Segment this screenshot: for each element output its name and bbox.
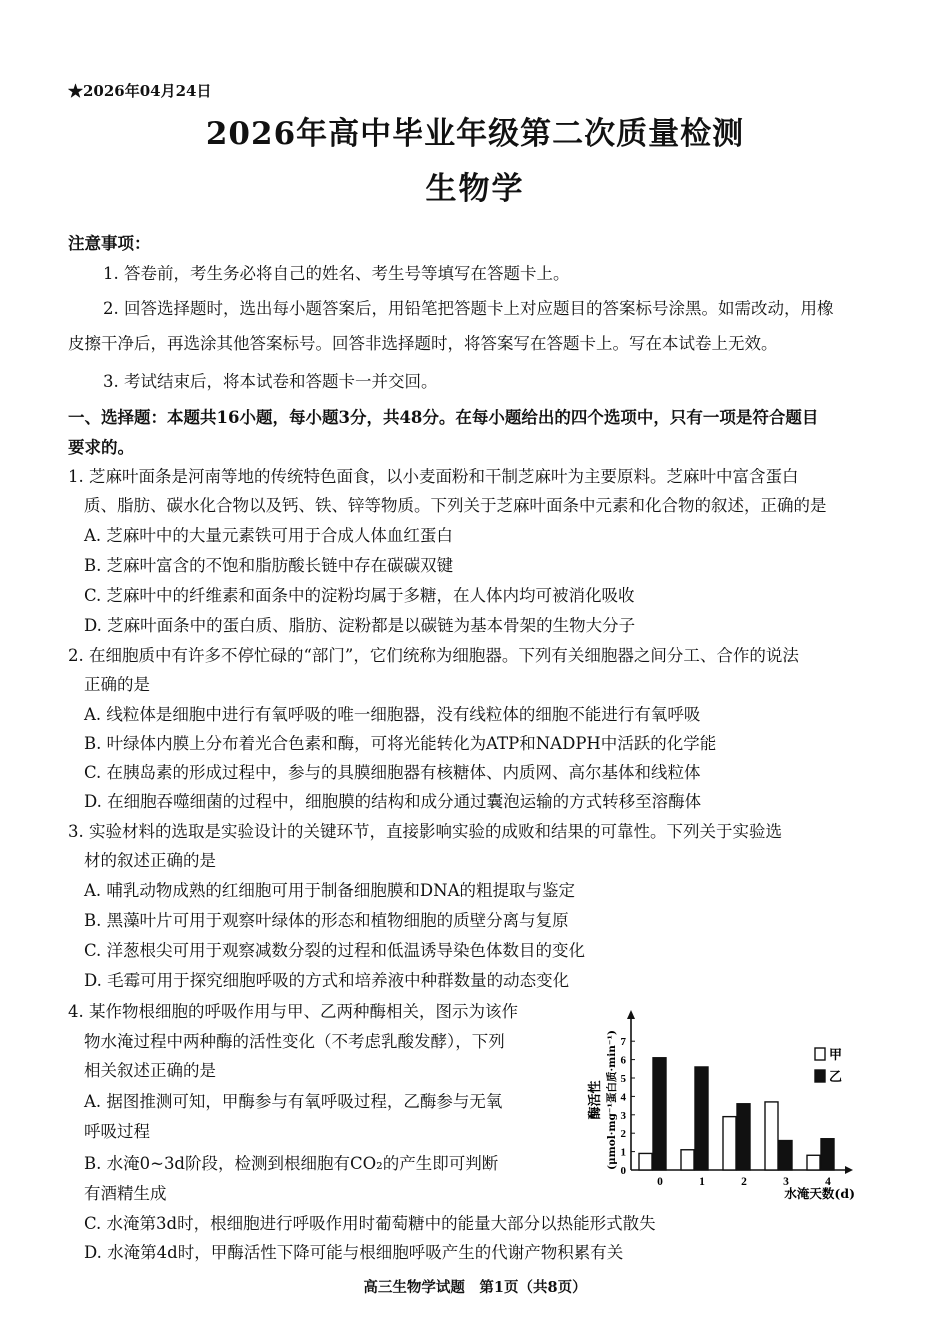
bar-乙-1 xyxy=(695,1067,708,1170)
q1-stem-2: 质、脂肪、碳水化合物以及钙、铁、锌等物质。下列关于芝麻叶面条中元素和化合物的叙述，正确的是 xyxy=(84,496,827,515)
q4-option-a: A. 据图推测可知，甲酶参与有氧呼吸过程，乙酶参与无氧 xyxy=(84,1092,503,1111)
q3-option-a: A. 哺乳动物成熟的红细胞可用于制备细胞膜和DNA的粗提取与鉴定 xyxy=(84,881,575,900)
section-heading: 一、选择题：本题共16小题，每小题3分，共48分。在每小题给出的四个选项中，只有一项是符合题目 xyxy=(68,408,819,427)
q4-stem-3: 相关叙述正确的是 xyxy=(84,1061,216,1080)
legend-swatch-乙 xyxy=(815,1070,825,1082)
y-tick-label: 3 xyxy=(620,1109,626,1122)
x-axis-label: 水淹天数(d) xyxy=(784,1186,855,1201)
q2-stem-2: 正确的是 xyxy=(84,675,150,694)
q3-stem-1: 3. 实验材料的选取是实验设计的关键环节，直接影响实验的成败和结果的可靠性。下列关于实验选 xyxy=(68,822,782,841)
enzyme-activity-chart xyxy=(583,1002,863,1214)
legend-label-甲: 甲 xyxy=(829,1048,843,1063)
y-tick-label: 6 xyxy=(620,1054,626,1067)
bar-甲-3 xyxy=(765,1102,778,1170)
page-footer: 高三生物学试题 第1页（共8页） xyxy=(363,1279,587,1296)
notice-heading: 注意事项： xyxy=(68,234,151,253)
bar-乙-3 xyxy=(779,1141,792,1170)
x-tick-label: 4 xyxy=(825,1176,831,1188)
q3-stem-2: 材的叙述正确的是 xyxy=(84,851,216,870)
y-tick-label: 0 xyxy=(620,1165,626,1177)
y-tick-label: 7 xyxy=(620,1036,626,1049)
exam-date: ★2026年04月24日 xyxy=(68,82,212,100)
q4-stem-2: 物水淹过程中两种酶的活性变化（不考虑乳酸发酵），下列 xyxy=(84,1032,505,1051)
y-axis-unit: (μmol·mg⁻¹蛋白质·min⁻¹) xyxy=(606,1029,618,1171)
q2-stem-1: 2. 在细胞质中有许多不停忙碌的“部门”，它们统称为细胞器。下列有关细胞器之间分工、合作的说法 xyxy=(68,646,799,665)
y-axis-label: 酶活性 xyxy=(588,1080,603,1120)
q4-option-c: C. 水淹第3d时，根细胞进行呼吸作用时葡萄糖中的能量大部分以热能形式散失 xyxy=(84,1214,656,1233)
x-axis-arrow xyxy=(845,1166,853,1174)
x-tick-label: 2 xyxy=(741,1176,747,1188)
q4-option-d: D. 水淹第4d时，甲酶活性下降可能与根细胞呼吸产生的代谢产物积累有关 xyxy=(84,1243,624,1262)
bar-乙-2 xyxy=(737,1104,750,1170)
q1-option-a: A. 芝麻叶中的大量元素铁可用于合成人体血红蛋白 xyxy=(84,526,453,545)
q2-option-a: A. 线粒体是细胞中进行有氧呼吸的唯一细胞器，没有线粒体的细胞不能进行有氧呼吸 xyxy=(84,705,701,724)
y-tick-label: 2 xyxy=(620,1128,626,1141)
q3-option-b: B. 黑藻叶片可用于观察叶绿体的形态和植物细胞的质壁分离与复原 xyxy=(84,911,569,930)
q3-option-c: C. 洋葱根尖可用于观察减数分裂的过程和低温诱导染色体数目的变化 xyxy=(84,941,586,960)
bar-甲-2 xyxy=(723,1117,736,1170)
q1-option-d: D. 芝麻叶面条中的蛋白质、脂肪、淀粉都是以碳链为基本骨架的生物大分子 xyxy=(84,616,636,635)
exam-subject: 生物学 xyxy=(425,171,525,207)
notice-item-3: 3. 考试结束后，将本试卷和答题卡一并交回。 xyxy=(103,372,438,391)
y-tick-label: 1 xyxy=(620,1146,626,1159)
x-tick-label: 1 xyxy=(699,1176,705,1188)
q1-stem-1: 1. 芝麻叶面条是河南等地的传统特色面食，以小麦面粉和干制芝麻叶为主要原料。芝麻叶中富含蛋白 xyxy=(68,467,799,486)
bar-甲-1 xyxy=(681,1150,694,1170)
q4-option-b: B. 水淹0~3d阶段，检测到根细胞有CO₂的产生即可判断 xyxy=(84,1154,499,1173)
legend-label-乙: 乙 xyxy=(829,1070,843,1085)
y-tick-label: 4 xyxy=(620,1091,626,1104)
q4-option-a-cont: 呼吸过程 xyxy=(84,1122,150,1141)
y-tick-label: 5 xyxy=(620,1073,626,1085)
q2-option-d: D. 在细胞吞噬细菌的过程中，细胞膜的结构和成分通过囊泡运输的方式转移至溶酶体 xyxy=(84,792,702,811)
q1-option-c: C. 芝麻叶中的纤维素和面条中的淀粉均属于多糖，在人体内均可被消化吸收 xyxy=(84,586,635,605)
section-heading-cont: 要求的。 xyxy=(68,438,134,457)
bar-甲-0 xyxy=(639,1153,652,1170)
q4-stem-1: 4. 某作物根细胞的呼吸作用与甲、乙两种酶相关，图示为该作 xyxy=(68,1002,518,1021)
bar-乙-4 xyxy=(821,1139,834,1170)
q4-option-b-cont: 有酒精生成 xyxy=(84,1184,167,1203)
y-axis-arrow xyxy=(627,1010,635,1019)
notice-item-1: 1. 答卷前，考生务必将自己的姓名、考生号等填写在答题卡上。 xyxy=(103,264,570,283)
q3-option-d: D. 毛霉可用于探究细胞呼吸的方式和培养液中种群数量的动态变化 xyxy=(84,971,570,990)
legend-swatch-甲 xyxy=(815,1048,825,1060)
x-tick-label: 3 xyxy=(783,1176,789,1188)
bar-甲-4 xyxy=(807,1155,820,1170)
q2-option-b: B. 叶绿体内膜上分布着光合色素和酶，可将光能转化为ATP和NADPH中活跃的化学能 xyxy=(84,734,717,753)
q2-option-c: C. 在胰岛素的形成过程中，参与的具膜细胞器有核糖体、内质网、高尔基体和线粒体 xyxy=(84,763,701,782)
bar-乙-0 xyxy=(653,1058,666,1170)
notice-item-2-cont: 皮擦干净后，再选涂其他答案标号。回答非选择题时，将答案写在答题卡上。写在本试卷上无效。 xyxy=(68,334,778,353)
notice-item-2: 2. 回答选择题时，选出每小题答案后，用铅笔把答题卡上对应题目的答案标号涂黑。如需改动，用橡 xyxy=(103,299,834,318)
exam-title: 2026年高中毕业年级第二次质量检测 xyxy=(205,116,745,152)
x-tick-label: 0 xyxy=(657,1176,663,1188)
q1-option-b: B. 芝麻叶富含的不饱和脂肪酸长链中存在碳碳双键 xyxy=(84,556,454,575)
